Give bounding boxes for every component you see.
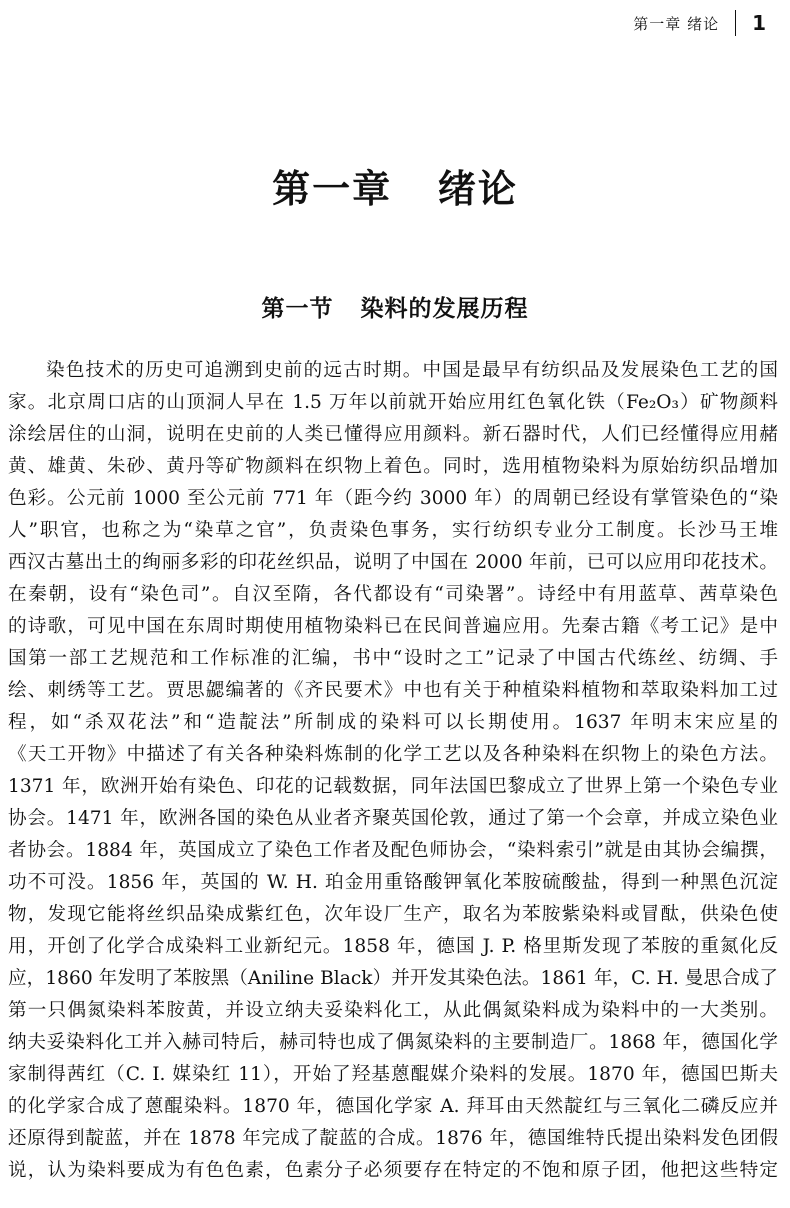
text-line: 协会。1471 年，欧洲各国的染色从业者齐聚英国伦敦，通过了第一个会章，并成立染色业 — [8, 808, 778, 829]
text-line: 说，认为染料要成为有色色素，色素分子必须要存在特定的不饱和原子团，他把这些特定 — [8, 1160, 778, 1181]
text-line: 用，开创了化学合成染料工业新纪元。1858 年，德国 J. P. 格里斯发现了苯胺的重氮化反 — [8, 936, 778, 957]
section-title: 第一节 染料的发展历程 — [261, 296, 529, 322]
text-line: 应，1860 年发明了苯胺黑（Aniline Black）并开发其染色法。1861 年，C. H. 曼思合成了 — [8, 968, 778, 989]
text-line: 程，如“杀双花法”和“造靛法”所制成的染料可以长期使用。1637 年明末宋应星的 — [8, 712, 778, 733]
text-line: 绘、刺绣等工艺。贾思勰编著的《齐民要术》中也有关于种植染料植物和萃取染料加工过 — [8, 680, 778, 701]
running-title: 第一章 绪论 — [633, 14, 720, 33]
text-line: 还原得到靛蓝，并在 1878 年完成了靛蓝的合成。1876 年，德国维特氏提出染料发色团假 — [8, 1128, 778, 1149]
body-text — [8, 355, 778, 1187]
text-line: 的诗歌，可见中国在东周时期使用植物染料已在民间普遍应用。先秦古籍《考工记》是中 — [8, 616, 778, 637]
page-number: 1 — [752, 11, 766, 35]
text-line: 1371 年，欧洲开始有染色、印花的记载数据，同年法国巴黎成立了世界上第一个染色专业 — [8, 776, 778, 797]
text-line: 者协会。1884 年，英国成立了染色工作者及配色师协会，“染料索引”就是由其协会编撰， — [8, 840, 778, 861]
text-line: 家。北京周口店的山顶洞人早在 1.5 万年以前就开始应用红色氧化铁（Fe₂O₃）矿物颜料 — [8, 392, 778, 413]
text-line: 西汉古墓出土的绚丽多彩的印花丝织品，说明了中国在 2000 年前，已可以应用印花技术。 — [8, 552, 778, 573]
text-line: 染色技术的历史可追溯到史前的远古时期。中国是最早有纺织品及发展染色工艺的国 — [46, 360, 778, 381]
text-line: 国第一部工艺规范和工作标准的汇编，书中“设时之工”记录了中国古代练丝、纺绸、手 — [8, 648, 778, 669]
text-line: 第一只偶氮染料苯胺黄，并设立纳夫妥染料化工，从此偶氮染料成为染料中的一大类别。 — [8, 1000, 778, 1021]
text-line: 涂绘居住的山洞，说明在史前的人类已懂得应用颜料。新石器时代，人们已经懂得应用赭 — [8, 424, 778, 445]
text-line: 的化学家合成了蒽醌染料。1870 年，德国化学家 A. 拜耳由天然靛红与三氧化二磷反应并 — [8, 1096, 778, 1117]
text-line: 家制得茜红（C. I. 媒染红 11），开始了羟基蒽醌媒介染料的发展。1870 年，德国巴斯夫 — [8, 1064, 778, 1085]
text-line: 黄、雄黄、朱砂、黄丹等矿物颜料在织物上着色。同时，选用植物染料为原始纺织品增加 — [8, 456, 778, 477]
text-line: 物，发现它能将丝织品染成紫红色，次年设厂生产，取名为苯胺紫染料或冒酞，供染色使 — [8, 904, 778, 925]
text-line: 人”职官，也称之为“染草之官”，负责染色事务，实行纺织专业分工制度。长沙马王堆 — [8, 520, 778, 541]
text-line: 在秦朝，设有“染色司”。自汉至隋，各代都设有“司染署”。诗经中有用蓝草、茜草染色 — [8, 584, 778, 605]
text-line: 纳夫妥染料化工并入赫司特后，赫司特也成了偶氮染料的主要制造厂。1868 年，德国化学 — [8, 1032, 778, 1053]
text-line: 《天工开物》中描述了有关各种染料炼制的化学工艺以及各种染料在织物上的染色方法。 — [8, 744, 778, 765]
text-line: 色彩。公元前 1000 至公元前 771 年（距今约 3000 年）的周朝已经设有掌管染色的“染 — [8, 488, 778, 509]
header-divider — [735, 10, 736, 36]
chapter-title: 第一章 绪论 — [272, 167, 518, 211]
running-header — [633, 8, 766, 38]
text-line: 功不可没。1856 年，英国的 W. H. 珀金用重铬酸钾氧化苯胺硫酸盐，得到一种黑色沉淀 — [8, 872, 778, 893]
